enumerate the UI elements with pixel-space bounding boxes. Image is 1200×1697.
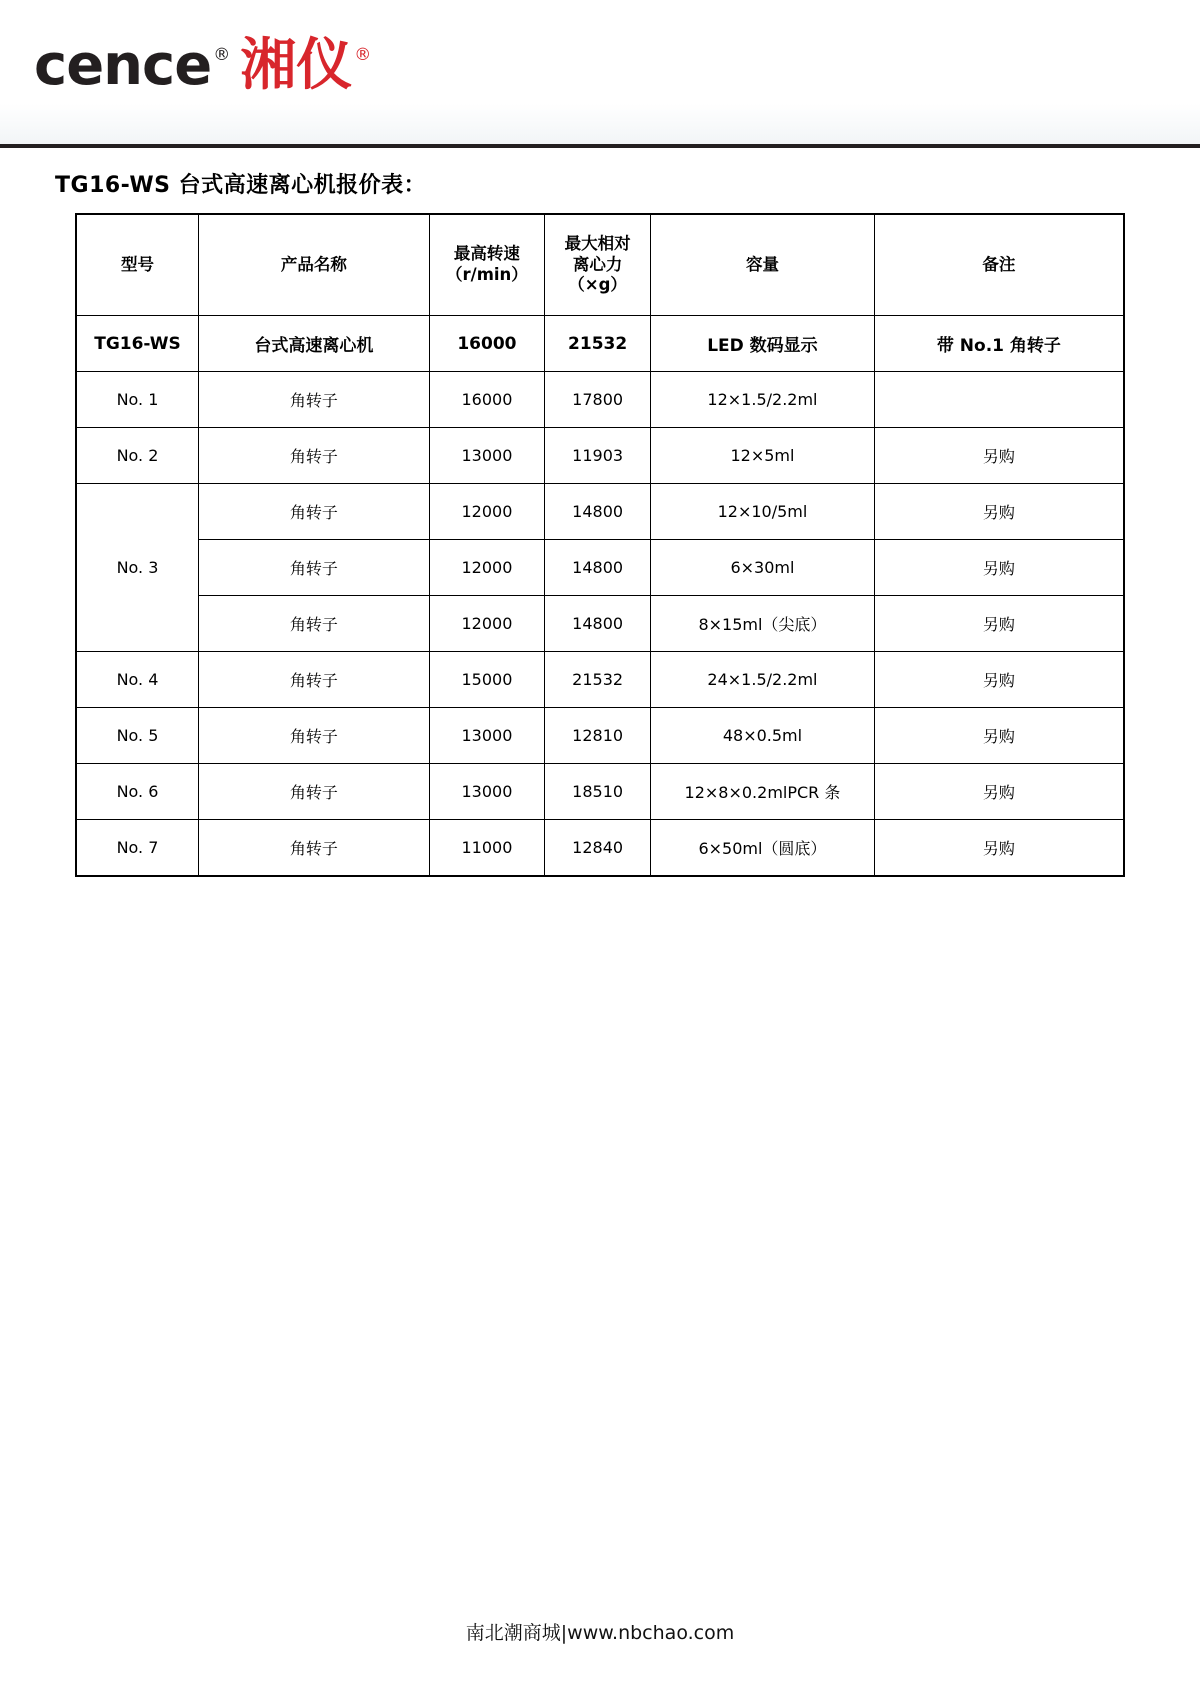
cell-capacity: 12×1.5/2.2ml <box>651 372 875 428</box>
cell-product-name: 角转子 <box>198 708 429 764</box>
cell-product-name: 角转子 <box>198 484 429 540</box>
cell-model: No. 4 <box>76 652 198 708</box>
cell-capacity: 6×50ml（圆底） <box>651 820 875 877</box>
logo-chinese-name: 湘仪 <box>240 33 353 98</box>
table-row <box>76 484 1124 540</box>
cell-product-name: 角转子 <box>198 372 429 428</box>
price-table <box>75 213 1125 877</box>
cell-max-speed: 12000 <box>429 484 544 540</box>
table-row <box>76 820 1124 877</box>
cell-max-rcf: 12840 <box>545 820 651 877</box>
cell-model: No. 1 <box>76 372 198 428</box>
column-header-max-rcf-line2: 离心力 <box>572 254 623 274</box>
cell-max-rcf: 12810 <box>545 708 651 764</box>
cell-max-speed: 13000 <box>429 428 544 484</box>
cell-product-name: 角转子 <box>198 820 429 877</box>
cell-max-speed: 15000 <box>429 652 544 708</box>
cell-model: No. 6 <box>76 764 198 820</box>
column-header-model: 型号 <box>76 214 198 316</box>
column-header-max-speed-line1: 最高转速 <box>453 244 520 264</box>
table-row <box>76 372 1124 428</box>
page-header <box>0 0 1200 148</box>
table-header-row <box>76 214 1124 316</box>
column-header-product-name: 产品名称 <box>198 214 429 316</box>
cell-product-name: 台式高速离心机 <box>198 316 429 372</box>
cell-max-speed: 13000 <box>429 764 544 820</box>
cell-note <box>874 372 1124 428</box>
logo-wordmark: cence <box>34 33 212 98</box>
cell-capacity: 6×30ml <box>651 540 875 596</box>
cell-capacity: 12×10/5ml <box>651 484 875 540</box>
cell-model-grouped: No. 3 <box>76 484 198 652</box>
column-header-max-speed-line2: （r/min） <box>446 265 528 284</box>
cell-note: 另购 <box>874 596 1124 652</box>
cell-max-rcf: 11903 <box>545 428 651 484</box>
cell-capacity: 12×8×0.2mlPCR 条 <box>651 764 875 820</box>
cell-note: 另购 <box>874 540 1124 596</box>
cell-model: No. 5 <box>76 708 198 764</box>
cell-note: 带 No.1 角转子 <box>874 316 1124 372</box>
registered-trademark-icon: ® <box>213 45 231 65</box>
cell-capacity: 12×5ml <box>651 428 875 484</box>
cell-product-name: 角转子 <box>198 764 429 820</box>
cell-max-speed: 16000 <box>429 316 544 372</box>
cell-max-rcf: 14800 <box>545 540 651 596</box>
cell-note: 另购 <box>874 484 1124 540</box>
cell-product-name: 角转子 <box>198 428 429 484</box>
cell-capacity: 48×0.5ml <box>651 708 875 764</box>
table-row <box>76 596 1124 652</box>
cell-product-name: 角转子 <box>198 596 429 652</box>
cell-max-speed: 12000 <box>429 596 544 652</box>
cell-model: No. 2 <box>76 428 198 484</box>
column-header-note: 备注 <box>874 214 1124 316</box>
table-row <box>76 428 1124 484</box>
column-header-max-rcf-line1: 最大相对 <box>564 234 631 254</box>
cell-capacity: 24×1.5/2.2ml <box>651 652 875 708</box>
table-row <box>76 540 1124 596</box>
cell-max-speed: 13000 <box>429 708 544 764</box>
cell-capacity: LED 数码显示 <box>651 316 875 372</box>
brand-logo <box>34 33 372 98</box>
cell-max-rcf: 14800 <box>545 596 651 652</box>
cell-model: TG16-WS <box>76 316 198 372</box>
cell-product-name: 角转子 <box>198 652 429 708</box>
cell-note: 另购 <box>874 820 1124 877</box>
table-row <box>76 316 1124 372</box>
cell-note: 另购 <box>874 428 1124 484</box>
cell-max-rcf: 14800 <box>545 484 651 540</box>
registered-trademark-cn-icon: ® <box>354 45 372 65</box>
cell-note: 另购 <box>874 708 1124 764</box>
cell-max-speed: 16000 <box>429 372 544 428</box>
table-row <box>76 652 1124 708</box>
column-header-capacity: 容量 <box>651 214 875 316</box>
page-title: TG16-WS 台式高速离心机报价表： <box>55 173 427 198</box>
table-row <box>76 764 1124 820</box>
cell-product-name: 角转子 <box>198 540 429 596</box>
cell-model: No. 7 <box>76 820 198 877</box>
price-table-container <box>75 213 1125 877</box>
cell-max-rcf: 21532 <box>545 652 651 708</box>
column-header-max-speed <box>429 214 544 316</box>
cell-capacity: 8×15ml（尖底） <box>651 596 875 652</box>
cell-max-rcf: 21532 <box>545 316 651 372</box>
table-row <box>76 708 1124 764</box>
page-footer: 南北潮商城|www.nbchao.com <box>465 1622 735 1644</box>
cell-max-speed: 11000 <box>429 820 544 877</box>
cell-note: 另购 <box>874 652 1124 708</box>
table-body <box>76 316 1124 877</box>
column-header-max-rcf-line3: （×g） <box>568 275 627 295</box>
cell-max-rcf: 18510 <box>545 764 651 820</box>
cell-max-speed: 12000 <box>429 540 544 596</box>
cell-max-rcf: 17800 <box>545 372 651 428</box>
cell-note: 另购 <box>874 764 1124 820</box>
column-header-max-rcf <box>545 214 651 316</box>
